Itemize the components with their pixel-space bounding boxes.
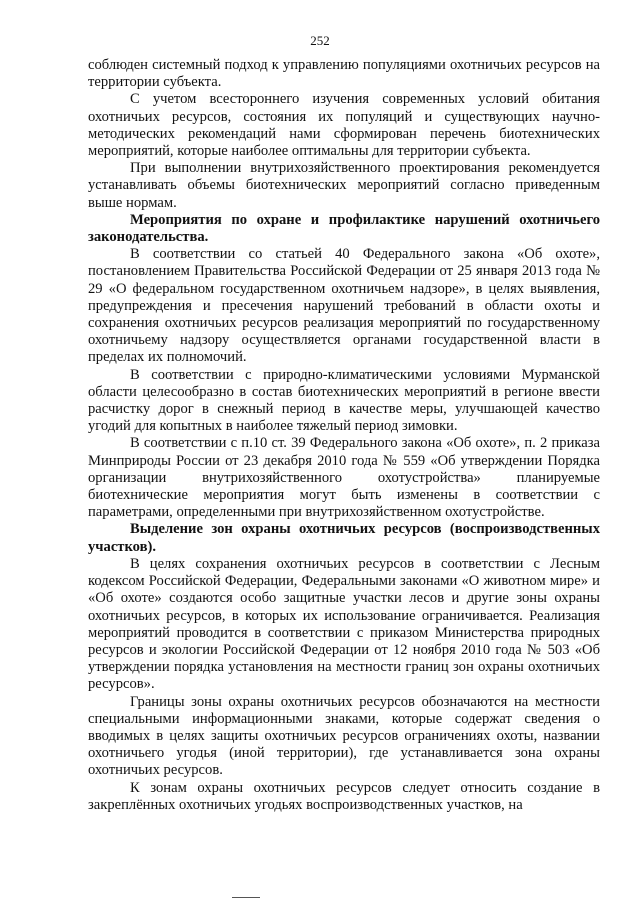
- page-number: 252: [310, 33, 330, 48]
- footer-rule: [232, 897, 260, 898]
- paragraph-biotech-list: С учетом всестороннего изучения современных условий обитания охотничьих ресурсов, состояния их популяций и существующих научно-методических рекомендаций нами сформирован перечень биотехнических мероприятий, которые наиболее оптимальны для территории субъекта.: [88, 91, 600, 160]
- paragraph-zone-types: К зонам охраны охотничьих ресурсов следует относить создание в закреплённых охотничьих угодьях воспроизводственных участков, на: [88, 779, 600, 813]
- paragraph-article-40: В соответствии со статьей 40 Федерального закона «Об охоте», постановлением Правительства Российской Федерации от 25 января 2013 года № 29 «О федеральном государственном охотничьем надзоре», в целях выявления, предупреждения и пресечения нарушений требований в области охоты и сохранения охотничьих ресурсов реализация мероприятий по государственному охотничьему надзору осуществляется органами государственной власти в пределах их полномочий.: [88, 246, 600, 366]
- paragraph-forest-code: В целях сохранения охотничьих ресурсов в соответствии с Лесным кодексом Российской Федерации, Федеральными законами «О животном мире» и «Об охоте» создаются особо защитные участки лесов и другие зоны охраны охотничьих ресурсов, в которых их использование ограничивается. Реализация мероприятий проводится в соответствии с приказом Министерства природных ресурсов и экологии Российской Федерации от 12 ноября 2010 года № 503 «Об утверждении порядка установления на местности границ зон охраны охотничьих ресурсов».: [88, 555, 600, 693]
- paragraph-zone-borders: Границы зоны охраны охотничьих ресурсов обозначаются на местности специальными информационными знаками, которые содержат сведения о вводимых в целях защиты охотничьих ресурсов ограничениях охоты, названии охотничьего угодья (иной территории), где устанавливается зона охраны охотничьих ресурсов.: [88, 693, 600, 779]
- paragraph-volumes: При выполнении внутрихозяйственного проектирования рекомендуется устанавливать объемы биотехнических мероприятий согласно приведенным выше нормам.: [88, 160, 600, 211]
- section-heading-zones: Выделение зон охраны охотничьих ресурсов (воспроизводственных участков).: [88, 521, 600, 555]
- paragraph-article-39: В соответствии с п.10 ст. 39 Федерального закона «Об охоте», п. 2 приказа Минприроды России от 23 декабря 2010 года № 559 «Об утверждении Порядка организации внутрихозяйственного охотустройства» планируемые биотехнические мероприятия могут быть изменены в соответствии с параметрами, определенными при внутрихозяйственном охотустройстве.: [88, 435, 600, 521]
- paragraph-murmansk: В соответствии с природно-климатическими условиями Мурманской области целесообразно в состав биотехнических мероприятий в регионе ввести расчистку дорог в снежный период в качестве меры, улучшающей качество угодий для копытных в наиболее тяжелый период зимовки.: [88, 366, 600, 435]
- document-body: [88, 57, 600, 814]
- paragraph-continuation: соблюден системный подход к управлению популяциями охотничьих ресурсов на территории субъекта.: [88, 57, 600, 91]
- section-heading-protection: Мероприятия по охране и профилактике нарушений охотничьего законодательства.: [88, 211, 600, 246]
